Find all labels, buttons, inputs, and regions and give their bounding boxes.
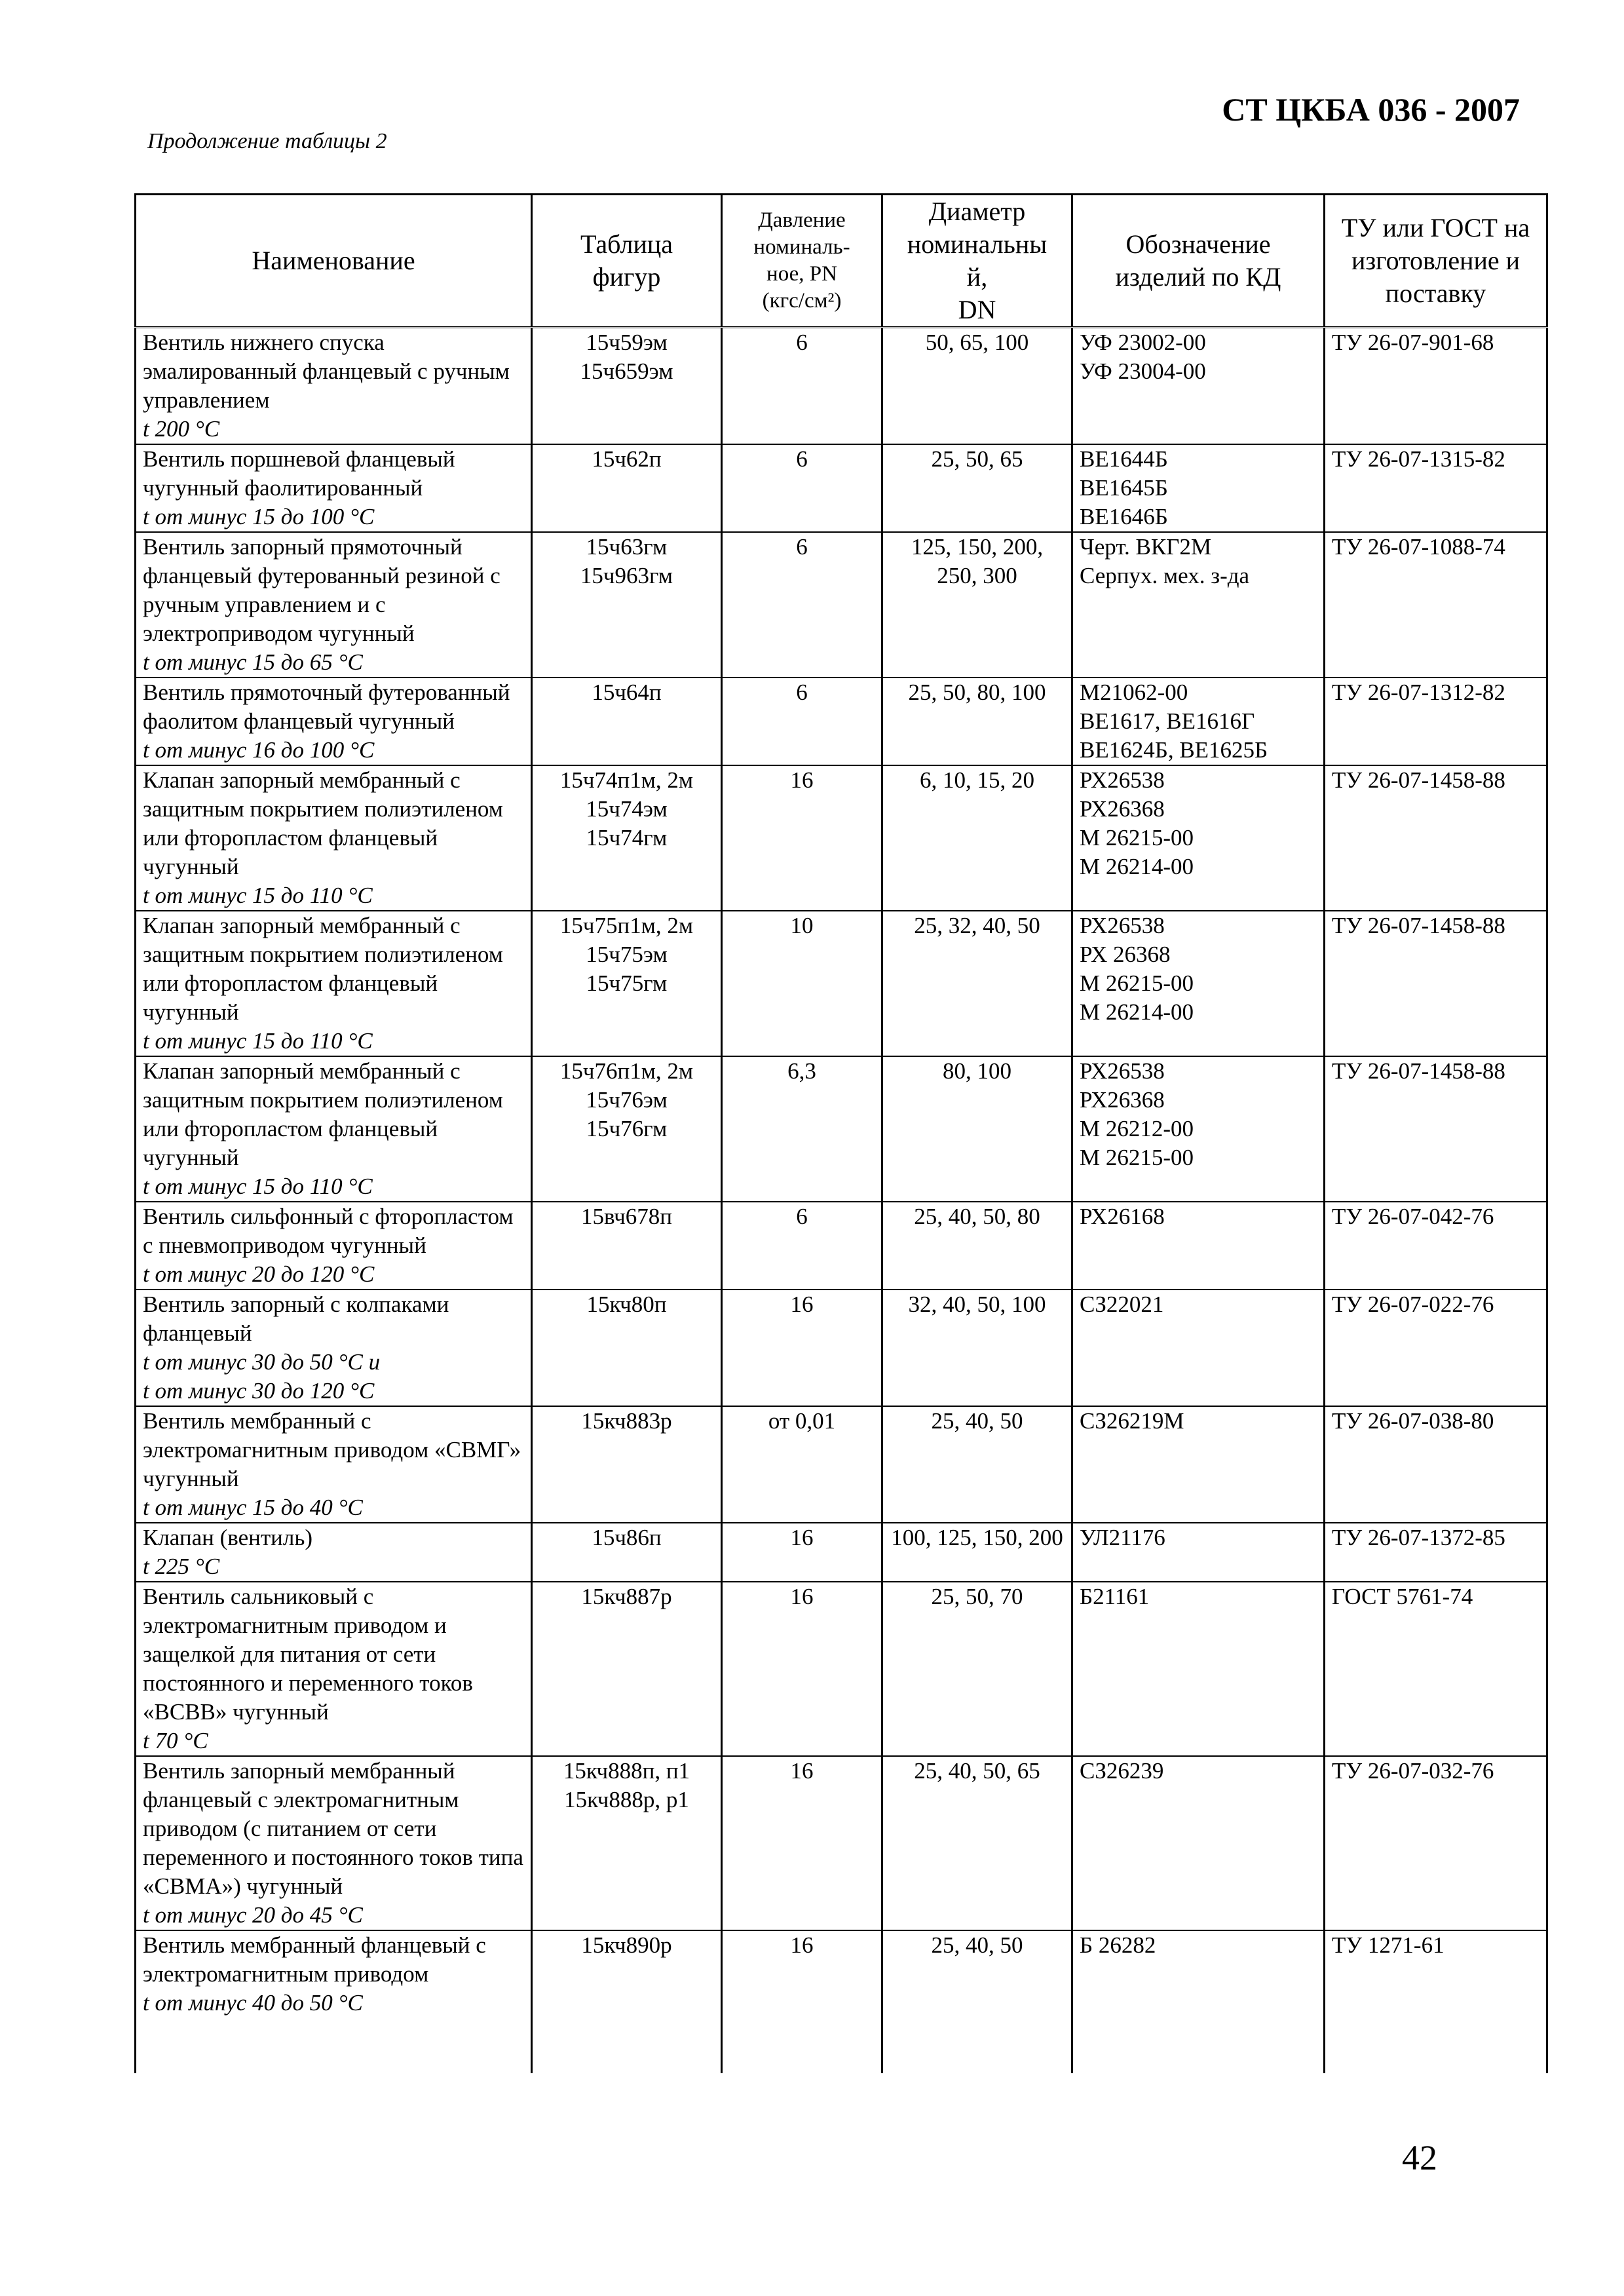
diameter-value: 32, 40, 50, 100 (908, 1292, 1046, 1317)
item-name: Вентиль сильфонный с фторопластом с пневмоприводом чугунный (143, 1204, 514, 1258)
col-header-designation: Обозначение изделий по КД (1072, 195, 1325, 328)
table-row (136, 1582, 1547, 1756)
cell-standard (1325, 532, 1547, 678)
designation-code: РХ26368 (1080, 1087, 1165, 1113)
designation-code: М21062-00 (1080, 679, 1188, 705)
pressure-value: от 0,01 (768, 1408, 836, 1434)
cell-pressure (722, 1582, 882, 1756)
pressure-value: 16 (790, 1932, 814, 1958)
cell-designation (1072, 1582, 1325, 1756)
item-temperature: t 225 °С (143, 1554, 220, 1579)
standard-code: ТУ 26-07-1315-82 (1332, 446, 1505, 472)
designation-code: РХ 26368 (1080, 942, 1171, 967)
cell-pressure (722, 765, 882, 911)
cell-name (136, 1406, 532, 1523)
cell-name (136, 1056, 532, 1202)
cell-standard (1325, 1406, 1547, 1523)
diameter-value: 25, 50, 80, 100 (908, 679, 1046, 705)
cell-diameter (882, 765, 1072, 911)
diameter-value: 80, 100 (943, 1058, 1011, 1084)
cell-pressure (722, 1056, 882, 1202)
figure-code: 15ч64п (592, 679, 662, 705)
cell-standard (1325, 1056, 1547, 1202)
item-name: Клапан запорный мембранный с защитным покрытием полиэтиленом или фторопластом фланцевый чугунный (143, 767, 503, 879)
cell-pressure (722, 444, 882, 532)
table-row (136, 1290, 1547, 1406)
cell-standard (1325, 1756, 1547, 1930)
cell-designation (1072, 444, 1325, 532)
figure-code: 15ч62п (592, 446, 662, 472)
diameter-value: 25, 40, 50, 65 (914, 1758, 1040, 1784)
item-name: Вентиль нижнего спуска эмалированный фланцевый с ручным управлением (143, 330, 510, 413)
diameter-value: 50, 65, 100 (925, 330, 1029, 355)
col-header-pressure: Давление номиналь- ное, PN (кгс/см²) (722, 195, 882, 328)
item-temperature: t 70 °С (143, 1728, 208, 1753)
valves-table (134, 193, 1548, 2073)
item-temperature: t 200 °С (143, 416, 220, 442)
designation-code: РХ26538 (1080, 1058, 1165, 1084)
pressure-value: 16 (790, 1584, 814, 1609)
table-row (136, 1202, 1547, 1290)
cell-figure (532, 678, 722, 765)
designation-code: РХ26538 (1080, 767, 1165, 793)
table-row (136, 532, 1547, 678)
standard-code: ТУ 26-07-901-68 (1332, 330, 1494, 355)
standard-code: ТУ 26-07-1458-88 (1332, 1058, 1505, 1084)
cell-diameter (882, 911, 1072, 1056)
cell-pressure (722, 1523, 882, 1582)
standard-code: ТУ 26-07-1088-74 (1332, 534, 1505, 560)
figure-code: 15ч59эм (586, 330, 668, 355)
cell-diameter (882, 1290, 1072, 1406)
item-temperature: t от минус 16 до 100 °С (143, 737, 375, 763)
diameter-value: 6, 10, 15, 20 (920, 767, 1034, 793)
cell-pressure (722, 678, 882, 765)
cell-diameter (882, 1202, 1072, 1290)
table-row (136, 444, 1547, 532)
standard-code: ТУ 26-07-1312-82 (1332, 679, 1505, 705)
diameter-value: 25, 32, 40, 50 (914, 913, 1040, 938)
cell-figure (532, 1582, 722, 1756)
cell-figure (532, 1930, 722, 2073)
cell-figure (532, 765, 722, 911)
cell-standard (1325, 1582, 1547, 1756)
figure-code: 15ч86п (592, 1525, 662, 1550)
figure-code: 15ч75гм (586, 970, 668, 996)
cell-standard (1325, 678, 1547, 765)
designation-code: ВЕ1617, ВЕ1616Г (1080, 708, 1255, 734)
cell-name (136, 1930, 532, 2073)
table-row (136, 678, 1547, 765)
cell-figure (532, 1756, 722, 1930)
figure-code: 15ч963гм (580, 563, 673, 588)
item-temperature: t от минус 15 до 110 °С (143, 883, 373, 908)
standard-code: ТУ 26-07-1458-88 (1332, 913, 1505, 938)
designation-code: М 26212-00 (1080, 1116, 1194, 1141)
figure-code: 15ч74эм (586, 796, 668, 822)
cell-pressure (722, 1202, 882, 1290)
cell-standard (1325, 765, 1547, 911)
designation-code: РХ26368 (1080, 796, 1165, 822)
cell-figure (532, 1406, 722, 1523)
cell-name (136, 532, 532, 678)
cell-name (136, 444, 532, 532)
item-temperature: t от минус 15 до 65 °С (143, 649, 363, 675)
diameter-value: 25, 40, 50, 80 (914, 1204, 1040, 1229)
standard-code: ТУ 26-07-1372-85 (1332, 1525, 1505, 1550)
designation-code: ВЕ1646Б (1080, 504, 1168, 529)
designation-code: СЗ26239 (1080, 1758, 1164, 1784)
designation-code: УФ 23004-00 (1080, 358, 1206, 384)
table-row (136, 1056, 1547, 1202)
designation-code: М 26215-00 (1080, 825, 1194, 851)
cell-figure (532, 532, 722, 678)
designation-code: М 26214-00 (1080, 854, 1194, 879)
item-name: Вентиль мембранный фланцевый с электромагнитным приводом (143, 1932, 486, 1987)
figure-code: 15кч80п (586, 1292, 667, 1317)
diameter-value: 25, 50, 70 (931, 1584, 1023, 1609)
designation-code: СЗ22021 (1080, 1292, 1164, 1317)
item-temperature: t от минус 15 до 100 °С (143, 504, 375, 529)
cell-pressure (722, 1290, 882, 1406)
diameter-value: 25, 50, 65 (931, 446, 1023, 472)
figure-code: 15ч75эм (586, 942, 668, 967)
figure-code: 15ч63гм (586, 534, 668, 560)
cell-diameter (882, 1582, 1072, 1756)
figure-code: 15ч74гм (586, 825, 668, 851)
designation-code: Черт. ВКГ2М (1080, 534, 1212, 560)
cell-diameter (882, 678, 1072, 765)
cell-name (136, 678, 532, 765)
item-temperature: t от минус 30 до 50 °С и (143, 1349, 381, 1375)
document-code: СТ ЦКБА 036 - 2007 (1222, 91, 1520, 128)
table-row (136, 1930, 1547, 2073)
cell-designation (1072, 911, 1325, 1056)
cell-diameter (882, 532, 1072, 678)
designation-code: РХ26538 (1080, 913, 1165, 938)
cell-figure (532, 328, 722, 445)
table-row (136, 1756, 1547, 1930)
item-temperature: t от минус 20 до 120 °С (143, 1261, 375, 1287)
figure-code: 15ч76гм (586, 1116, 668, 1141)
cell-standard (1325, 328, 1547, 445)
cell-figure (532, 1290, 722, 1406)
designation-code: УФ 23002-00 (1080, 330, 1206, 355)
item-name: Вентиль поршневой фланцевый чугунный фаолитированный (143, 446, 455, 501)
standard-code: ГОСТ 5761-74 (1332, 1584, 1473, 1609)
figure-code: 15ч659эм (580, 358, 673, 384)
cell-standard (1325, 911, 1547, 1056)
standard-code: ТУ 26-07-038-80 (1332, 1408, 1494, 1434)
cell-pressure (722, 1756, 882, 1930)
cell-diameter (882, 328, 1072, 445)
table-row (136, 765, 1547, 911)
designation-code: Б21161 (1080, 1584, 1150, 1609)
cell-designation (1072, 765, 1325, 911)
diameter-value: 25, 40, 50 (931, 1408, 1023, 1434)
designation-code: Б 26282 (1080, 1932, 1156, 1958)
item-temperature: t от минус 15 до 40 °С (143, 1495, 363, 1520)
standard-code: ТУ 26-07-022-76 (1332, 1292, 1494, 1317)
item-name: Клапан запорный мембранный с защитным покрытием полиэтиленом или фторопластом фланцевый чугунный (143, 1058, 503, 1170)
cell-name (136, 765, 532, 911)
cell-figure (532, 444, 722, 532)
cell-standard (1325, 1930, 1547, 2073)
pressure-value: 6 (796, 679, 808, 705)
cell-standard (1325, 1290, 1547, 1406)
cell-standard (1325, 1523, 1547, 1582)
diameter-value: 25, 40, 50 (931, 1932, 1023, 1958)
designation-code: М 26214-00 (1080, 999, 1194, 1025)
cell-pressure (722, 911, 882, 1056)
cell-diameter (882, 1756, 1072, 1930)
cell-figure (532, 1056, 722, 1202)
table-row (136, 328, 1547, 445)
cell-name (136, 1290, 532, 1406)
figure-code: 15кч890р (581, 1932, 672, 1958)
pressure-value: 6 (796, 446, 808, 472)
page-number: 42 (1402, 2138, 1437, 2177)
diameter-value: 100, 125, 150, 200 (891, 1525, 1063, 1550)
standard-code: ТУ 26-07-042-76 (1332, 1204, 1494, 1229)
col-header-standard: ТУ или ГОСТ на изготовление и поставку (1325, 195, 1547, 328)
cell-designation (1072, 1523, 1325, 1582)
figure-code: 15ч75п1м, 2м (559, 913, 694, 938)
table-row (136, 1523, 1547, 1582)
table-row (136, 1406, 1547, 1523)
designation-code: ВЕ1624Б, ВЕ1625Б (1080, 737, 1268, 763)
diameter-value: 125, 150, 200, 250, 300 (911, 534, 1044, 588)
cell-name (136, 911, 532, 1056)
pressure-value: 16 (790, 1525, 814, 1550)
pressure-value: 16 (790, 1758, 814, 1784)
item-temperature: t от минус 20 до 45 °С (143, 1902, 363, 1928)
pressure-value: 6 (796, 1204, 808, 1229)
cell-name (136, 1523, 532, 1582)
table-row (136, 911, 1547, 1056)
figure-code: 15кч888р, р1 (564, 1787, 689, 1812)
designation-code: РХ26168 (1080, 1204, 1165, 1229)
figure-code: 15ч76эм (586, 1087, 668, 1113)
designation-code: УЛ21176 (1080, 1525, 1165, 1550)
cell-figure (532, 911, 722, 1056)
item-name: Вентиль запорный прямоточный фланцевый футерованный резиной с ручным управлением и с электроприводом чугунный (143, 534, 500, 646)
pressure-value: 16 (790, 1292, 814, 1317)
cell-diameter (882, 1930, 1072, 2073)
item-temperature: t от минус 15 до 110 °С (143, 1028, 373, 1054)
col-header-figure: Таблица фигур (532, 195, 722, 328)
item-temperature: t от минус 40 до 50 °С (143, 1990, 363, 2016)
cell-designation (1072, 1056, 1325, 1202)
designation-code: ВЕ1644Б (1080, 446, 1168, 472)
figure-code: 15кч887р (581, 1584, 672, 1609)
cell-pressure (722, 328, 882, 445)
cell-pressure (722, 532, 882, 678)
designation-code: ВЕ1645Б (1080, 475, 1168, 501)
cell-designation (1072, 1406, 1325, 1523)
table-continuation-label: Продолжение таблицы 2 (147, 129, 387, 153)
item-name: Вентиль прямоточный футерованный фаолитом фланцевый чугунный (143, 679, 510, 734)
table-header-row (136, 195, 1547, 328)
cell-diameter (882, 1056, 1072, 1202)
item-name: Вентиль сальниковый с электромагнитным приводом и защелкой для питания от сети постоянного и переменного токов «ВСВВ» чугунный (143, 1584, 473, 1725)
pressure-value: 6,3 (787, 1058, 816, 1084)
item-name: Вентиль запорный мембранный фланцевый с электромагнитным приводом (с питанием от сети переменного и постоянного токов типа «СВМА») чугунный (143, 1758, 523, 1899)
cell-figure (532, 1523, 722, 1582)
cell-designation (1072, 328, 1325, 445)
cell-designation (1072, 1290, 1325, 1406)
cell-name (136, 1756, 532, 1930)
col-header-name: Наименование (136, 195, 532, 328)
cell-diameter (882, 1406, 1072, 1523)
pressure-value: 10 (790, 913, 814, 938)
pressure-value: 6 (796, 534, 808, 560)
cell-name (136, 1202, 532, 1290)
cell-diameter (882, 1523, 1072, 1582)
figure-code: 15ч74п1м, 2м (559, 767, 694, 793)
cell-diameter (882, 444, 1072, 532)
pressure-value: 16 (790, 767, 814, 793)
figure-code: 15кч883р (581, 1408, 672, 1434)
designation-code: М 26215-00 (1080, 1145, 1194, 1170)
cell-designation (1072, 1202, 1325, 1290)
figure-code: 15ч76п1м, 2м (559, 1058, 694, 1084)
cell-standard (1325, 444, 1547, 532)
standard-code: ТУ 26-07-032-76 (1332, 1758, 1494, 1784)
cell-designation (1072, 678, 1325, 765)
cell-designation (1072, 1756, 1325, 1930)
item-temperature: t от минус 30 до 120 °С (143, 1378, 375, 1404)
item-name: Клапан (вентиль) (143, 1525, 312, 1550)
designation-code: СЗ26219М (1080, 1408, 1184, 1434)
col-header-diameter: Диаметр номинальны й, DN (882, 195, 1072, 328)
cell-designation (1072, 1930, 1325, 2073)
cell-name (136, 1582, 532, 1756)
cell-pressure (722, 1930, 882, 2073)
item-name: Вентиль запорный с колпаками фланцевый (143, 1292, 449, 1346)
designation-code: М 26215-00 (1080, 970, 1194, 996)
cell-standard (1325, 1202, 1547, 1290)
figure-code: 15вч678п (580, 1204, 673, 1229)
item-name: Клапан запорный мембранный с защитным покрытием полиэтиленом или фторопластом фланцевый чугунный (143, 913, 503, 1025)
standard-code: ТУ 26-07-1458-88 (1332, 767, 1505, 793)
item-temperature: t от минус 15 до 110 °С (143, 1174, 373, 1199)
cell-figure (532, 1202, 722, 1290)
pressure-value: 6 (796, 330, 808, 355)
cell-name (136, 328, 532, 445)
designation-code: Серпух. мех. з-да (1080, 563, 1250, 588)
figure-code: 15кч888п, п1 (563, 1758, 690, 1784)
cell-designation (1072, 532, 1325, 678)
standard-code: ТУ 1271-61 (1332, 1932, 1445, 1958)
cell-pressure (722, 1406, 882, 1523)
item-name: Вентиль мембранный с электромагнитным приводом «СВМГ» чугунный (143, 1408, 521, 1491)
